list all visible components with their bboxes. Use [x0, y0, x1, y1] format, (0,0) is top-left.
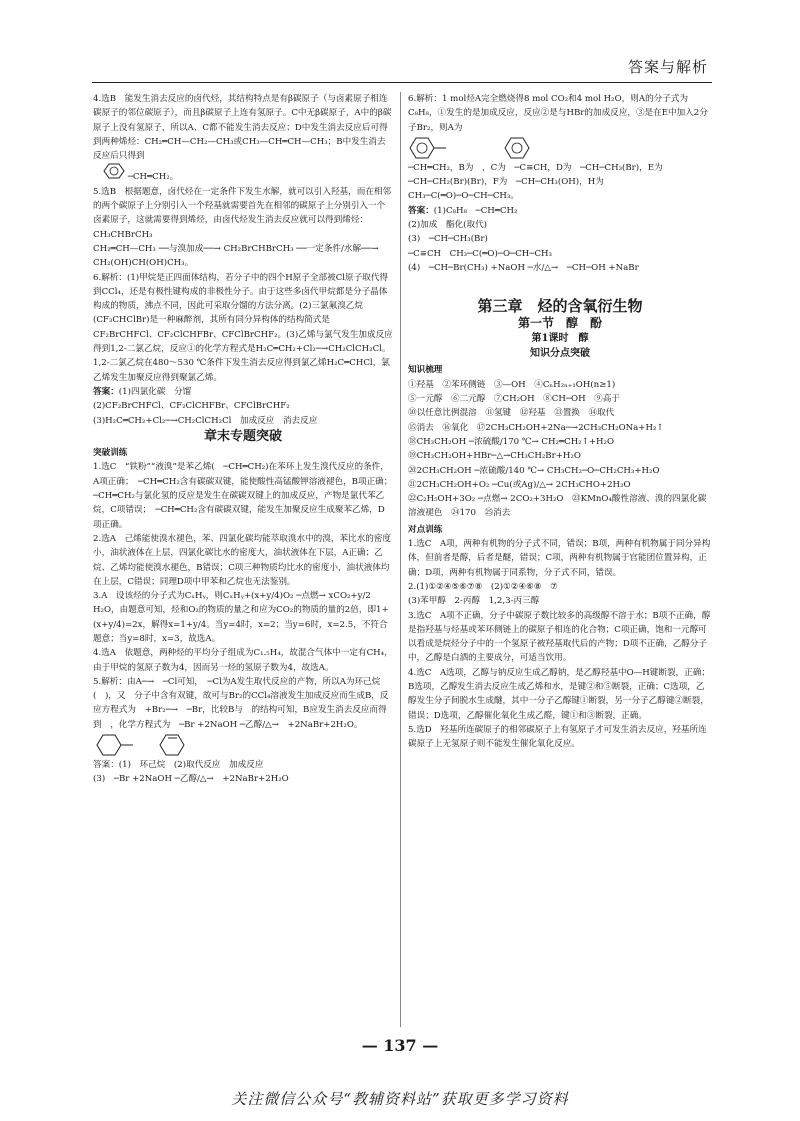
header-title: 答案与解析	[627, 58, 708, 76]
knowledge-line-5: ⑲CH₃CH₂OH+HBr─△→CH₃CH₂Br+H₂O	[408, 451, 581, 462]
answer-q6-part2: (2)CF₂BrCHFCl、CF₂ClCHFBr、CFClBrCHF₂	[93, 401, 290, 412]
cyclohexene-icon	[156, 732, 196, 758]
answer-r6-part1: (1)C₈H₈ ─CH═CH₂	[433, 205, 518, 216]
knowledge-line-8: ㉒C₂H₅OH+3O₂ ─点燃→ 2CO₂+3H₂O ㉓KMnO₄酸性溶液、溴的四氯化碳溶液褪色 ㉔170 ㉕消去	[408, 494, 707, 519]
answer-r6-cont: ─CH═CH₂，B为 ，C为 ─C≡CH，D为 ─CH─CH₃(Br)，E为 ─CH─CH₂(Br)(Br)，F为 ─CH─CH₃(OH)，H为 CH₃─C(═O)─O─CH─CH₃。	[408, 162, 672, 202]
right-column	[408, 92, 712, 751]
header-rule	[92, 82, 712, 83]
practice-q3: 3.选C A项不正确，分子中碳原子数比较多的高级醇不溶于水；B项不正确，醇是指羟基与烃基或苯环侧链上的碳原子相连的化合物；C项正确，饱和一元醇可以看成是烷烃分子中的一个氢原子被羟基取代后的产物；D项不正确，乙醇分子中，乙醇是白酒的主要成分，可适当饮用。	[408, 610, 711, 664]
practice-q1: 1.选C A项，两种有机物的分子式不同，错误；B项，两种有机物属于同分异构体，但前者是醇，后者是醚，错误；C项，两种有机物属于官能团位置异构，正确；D项，两种有机物属于同系物，分子式不同，错误。	[408, 539, 711, 578]
knowledge-line-3: ⑩以任意比例混溶 ⑪氢键 ⑫羟基 ⑬置换 ⑭取代	[408, 408, 615, 419]
training-q5: 5.解析：由A─→ ─Cl可知， ─Cl为A发生取代反应的产物，所以A为环己烷( )，又 分子中含有双键，故可与Br₂的CCl₄溶液发生加成反应而生成B，反应方程式为 +Br₂─→ ─Br，比较B与 的结构可知，B应发生消去反应而得到 ，化学方程式为 ─Br +2NaOH ─乙醇/△→ +2NaBr+2H₂O。	[93, 676, 389, 730]
training-q2: 2.选A 己烯能使溴水褪色，苯、四氯化碳均能萃取溴水中的溴，苯比水的密度小，油状液体在上层，四氯化碳比水的密度大，油状液体在下层，A正确；乙烷、乙烯均能使溴水褪色，B错误；C项三种物质均比水的密度小，油状液体均在上层，C错误；同理D项中甲苯和乙烷也无法鉴别。	[93, 533, 392, 587]
knowledge-line-2: ⑤一元醇 ⑥二元醇 ⑦CH₂OH ⑧CH─OH ⑨高于	[408, 394, 620, 405]
knowledge-line-7: ㉑2CH₃CH₂OH+O₂ ─Cu(或Ag)/△→ 2CH₃CHO+2H₂O	[408, 479, 631, 490]
practice-q2b: (3)苯甲醇 2-丙醇 1,2,3-丙三醇	[408, 596, 540, 607]
answer-r6-part4: (4) ─CH─Br(CH₃) +NaOH ─水/△→ ─CH─OH +NaBr	[408, 262, 639, 273]
answer-r6: 6.解析：1 mol烃A完全燃烧得8 mol CO₂和4 mol H₂O，则A的分子式为C₈H₈，①发生的是加成反应，反应②是与HBr的加成反应，③是在E中加入2分子Br₂，则A为	[408, 94, 708, 133]
answer-q4-product	[93, 163, 393, 184]
answer-q5-equation: CH₂═CH—CH₃ ──与溴加成──→ CH₂BrCHBrCH₃ ──一定条件/水解──→ CH₂(OH)CH(OH)CH₃。	[93, 243, 379, 269]
r6-structures	[408, 135, 712, 161]
knowledge-tag: 知识梳理	[408, 365, 443, 376]
knowledge-line-6: ⑳2CH₃CH₂OH ─浓硫酸/140 ℃→ CH₃CH₂─O─CH₂CH₃+H₂O	[408, 465, 660, 476]
answer-q4: 4.选B 能发生消去反应的卤代烃，其结构特点是有β碳原子（与卤素原子相连碳原子的邻位碳原子），而且β碳原子上连有氢原子。C中无β碳原子，A中的β碳原子上没有氢原子，所以A、C都不能发生消去反应；D中发生消去反应后可得到两种烯烃：CH₂═CH—CH₂—CH₃或CH₃—CH═CH—CH₃；B中发生消去反应后只得到	[93, 94, 392, 162]
cyclohexane-structures	[93, 732, 393, 758]
answer-q6-part1: (1)四氯化碳 分馏	[118, 386, 192, 397]
q4-product-text: ─CH═CH₂。	[127, 172, 179, 183]
answer-label-right: 答案：	[408, 205, 434, 216]
chapter-title: 第三章 烃的含氧衍生物	[477, 297, 643, 316]
section-title-right: 第一节 醇 酚	[517, 315, 602, 330]
answer-r6-part3: (3) ─CH─CH₃(Br)	[408, 234, 488, 245]
knowledge-line-4: ⑮消去 ⑯氧化 ⑰2CH₃CH₂OH+2Na─→2CH₃CH₂ONa+H₂↑ ⑱CH₃CH₂OH ─浓硫酸/170 ℃→ CH₂═CH₂↑+H₂O	[408, 422, 673, 447]
training-q5-answer3: (3) ─Br +2NaOH ─乙醇/△→ +2NaBr+2H₂O	[93, 774, 289, 785]
knowledge-line-1: ①羟基 ②苯环侧链 ③—OH ④CₙH₂ₙ₊₁OH(n≥1)	[408, 379, 616, 390]
benzene-ring-icon	[103, 163, 125, 179]
answer-r6-block	[408, 204, 712, 218]
answer-q5: 5.选B 根据题意，卤代烃在一定条件下发生水解，就可以引入羟基，而在相邻的两个碳原子上分别引入一个羟基就需要首先在相邻的碳原子上分别引入一个卤素原子，这就需要得到烯烃，由卤代烃发生消去反应就可以得到烯烃：CH₃CHBrCH₃	[93, 186, 392, 240]
cyclohexyl-bromide-icon	[93, 732, 153, 758]
page-number: — 137 —	[361, 1036, 439, 1055]
practice-q5: 5.选D 羟基所连碳原子的相邻碳原子上有氢原子才可发生消去反应，羟基所连碳原子上无氢原子则不能发生催化氧化反应。	[408, 724, 707, 750]
practice-tag: 对点训练	[408, 524, 443, 535]
training-q4: 4.选A 依题意，两种烃的平均分子组成为C₁.₅H₄，故混合气体中一定有CH₄，由于甲烷的氢原子数为4，因而另一烃的氢原子数为4，故选A。	[93, 648, 393, 673]
styrene-icon	[408, 135, 478, 161]
footer-promo: 关注微信公众号“教辅资料站”获取更多学习资料	[231, 1090, 569, 1108]
answer-q6: 6.解析：(1)甲烷是正四面体结构，若分子中的四个H原子全部被Cl原子取代得到CCl₄，还是有极性键构成的非极性分子。由于这些多卤代甲烷都是分子晶体构成的物质，沸点不同，因此可采取分馏的方法分离。(2)三氯氟溴乙烷(CF₃CHClBr)是一种麻醉剂，其所有同分异构体的结构简式是CF₂BrCHFCl、CF₂ClCHFBr、CFClBrCHF₂。(3)乙烯与氯气发生加成反应得到1,2-二氯乙烷，反应①的化学方程式是H₂C═CH₂+Cl₂─→CH₂ClCH₂Cl。1,2-二氯乙烷在480～530 ℃条件下发生消去反应得到氯乙烯H₂C═CHCl，氯乙烯发生加聚反应得到聚氯乙烯。	[93, 272, 393, 383]
answer-q6-block	[93, 385, 393, 399]
lesson-subtitle: 知识分点突破	[530, 348, 590, 360]
training-q3: 3.A 设该烃的分子式为CₓHᵧ，则CₓHᵧ+(x+y/4)O₂ ─点燃→ xCO₂+y/2 H₂O，由题意可知，烃和O₂的物质的量之和应为CO₂的物质的量的2倍，即1+(x+y/4)=2x，解得x=1+y/4。当y=4时，x=2；当y=6时，x=2.5，不符合题意；当y=8时，x=3，故选A。	[93, 591, 389, 644]
polystyrene-icon	[481, 135, 551, 161]
training-q1: 1.选C “铁粉”“液溴”是苯乙烯( ─CH═CH₂)在苯环上发生溴代反应的条件，A项正确； ─CH═CH₂含有碳碳双键，能使酸性高锰酸钾溶液褪色，B项正确； ─CH═CH₂与氯化氢的反应是发生在碳碳双键上的加成反应，产物是氯代苯乙烷，C项错误； ─CH═CH₂含有碳碳双键，能发生加聚反应生成聚苯乙烯，D项正确。	[93, 462, 397, 530]
training-q5-answer: 答案：(1) 环己烷 (2)取代反应 加成反应	[93, 760, 264, 771]
left-column	[93, 92, 397, 787]
lesson-title: 第1课时 醇	[531, 332, 589, 344]
answer-r6-part2: (2)加成 酯化(取代)	[408, 220, 488, 231]
section-tag: 突破训练	[93, 448, 128, 459]
practice-q2: 2.(1)①②④⑤⑥⑦⑧ (2)①②④⑥⑧ ⑦	[408, 581, 558, 592]
answer-q6-part3: (3)H₂C═CH₂+Cl₂─→CH₂ClCH₂Cl 加成反应 消去反应	[93, 415, 318, 426]
answer-r6-part3b: ─C≡CH CH₃─C(═O)─O─CH─CH₃	[408, 248, 552, 259]
section-title: 章末专题突破	[203, 428, 282, 444]
answer-label: 答案：	[93, 386, 119, 397]
column-divider	[400, 92, 401, 1027]
practice-q4: 4.选C A选项，乙醇与钠反应生成乙醇钠，是乙醇羟基中O—H键断裂，正确；B选项，乙醇发生消去反应生成乙烯和水，是键②和⑤断裂，正确；C选项，乙醇发生分子间脱水生成醚，其中一分子乙醇键①断裂，另一分子乙醇键②断裂，错误；D选项，乙醇催化氧化生成乙醛，键①和③断裂，正确。	[408, 667, 710, 721]
